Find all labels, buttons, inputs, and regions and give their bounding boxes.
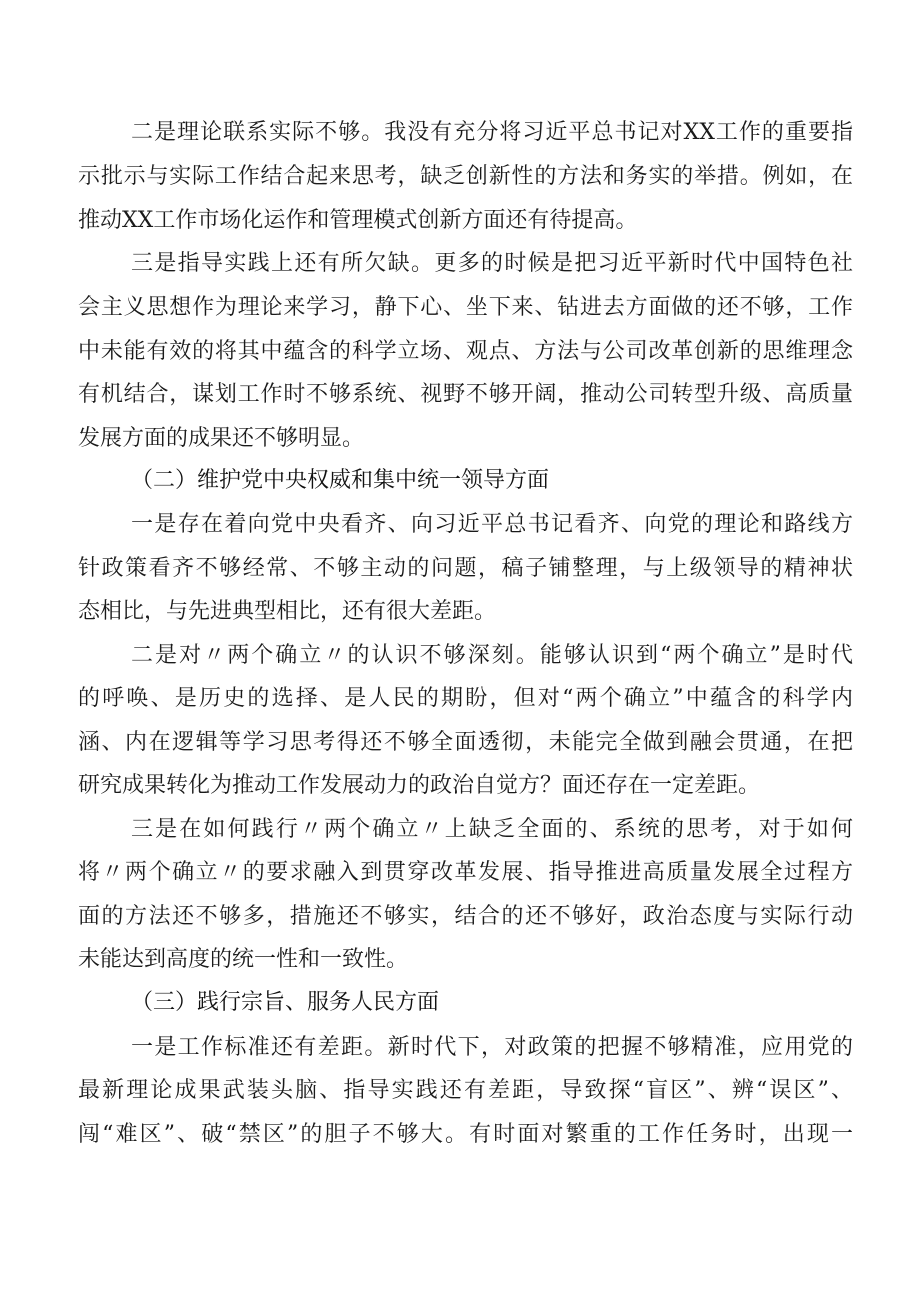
paragraph-line: 二是对〃两个确立〃的认识不够深刻。能够认识到“两个确立”是时代 — [131, 643, 853, 668]
paragraph-line: 三是在如何践行〃两个确立〃上缺乏全面的、系统的思考，对于如何 — [131, 817, 853, 842]
paragraph-line: 未能达到高度的统一性和一致性。 — [78, 947, 409, 972]
paragraph-line: 涵、内在逻辑等学习思考得还不够全面透彻，未能完全做到融会贯通，在把 — [78, 730, 853, 755]
paragraph-line: 的呼唤、是历史的选择、是人民的期盼，但对“两个确立”中蕴含的科学内 — [78, 686, 853, 711]
paragraph-line: 发展方面的成果还不够明显。 — [78, 426, 365, 451]
section-heading: （二）维护党中央权威和集中统一领导方面 — [131, 468, 550, 493]
paragraph-line: 最新理论成果武装头脑、指导实践还有差距，导致探“盲区”、辨“误区”、 — [78, 1078, 853, 1103]
paragraph-line: 中未能有效的将其中蕴含的科学立场、观点、方法与公司改革创新的思维理念 — [78, 339, 853, 364]
paragraph-line: 会主义思想作为理论来学习，静下心、坐下来、钻进去方面做的还不够，工作 — [78, 295, 853, 320]
paragraph-line: 将〃两个确立〃的要求融入到贯穿改革发展、指导推进高质量发展全过程方 — [78, 860, 853, 885]
paragraph-line: 二是理论联系实际不够。我没有充分将习近平总书记对XX工作的重要指 — [131, 120, 853, 145]
paragraph-line: 研究成果转化为推动工作发展动力的政治自觉方？面还存在一定差距。 — [78, 773, 761, 798]
paragraph-line: 推动XX工作市场化运作和管理模式创新方面还有待提高。 — [78, 208, 638, 233]
section-heading: （三）践行宗旨、服务人民方面 — [131, 990, 440, 1015]
paragraph-line: 闯“难区”、破“禁区”的胆子不够大。有时面对繁重的工作任务时，出现一 — [78, 1122, 853, 1147]
paragraph-line: 三是指导实践上还有所欠缺。更多的时候是把习近平新时代中国特色社 — [131, 251, 853, 276]
paragraph-line: 态相比，与先进典型相比，还有很大差距。 — [78, 599, 497, 624]
paragraph-line: 示批示与实际工作结合起来思考，缺乏创新性的方法和务实的举措。例如，在 — [78, 164, 853, 189]
paragraph-line: 面的方法还不够多，措施还不够实，结合的还不够好，政治态度与实际行动 — [78, 904, 853, 929]
paragraph-line: 针政策看齐不够经常、不够主动的问题，稿子铺整理，与上级领导的精神状 — [78, 556, 853, 581]
paragraph-line: 一是工作标准还有差距。新时代下，对政策的把握不够精准，应用党的 — [131, 1035, 853, 1060]
paragraph-line: 有机结合，谋划工作时不够系统、视野不够开阔，推动公司转型升级、高质量 — [78, 382, 853, 407]
paragraph-line: 一是存在着向党中央看齐、向习近平总书记看齐、向党的理论和路线方 — [131, 512, 853, 537]
